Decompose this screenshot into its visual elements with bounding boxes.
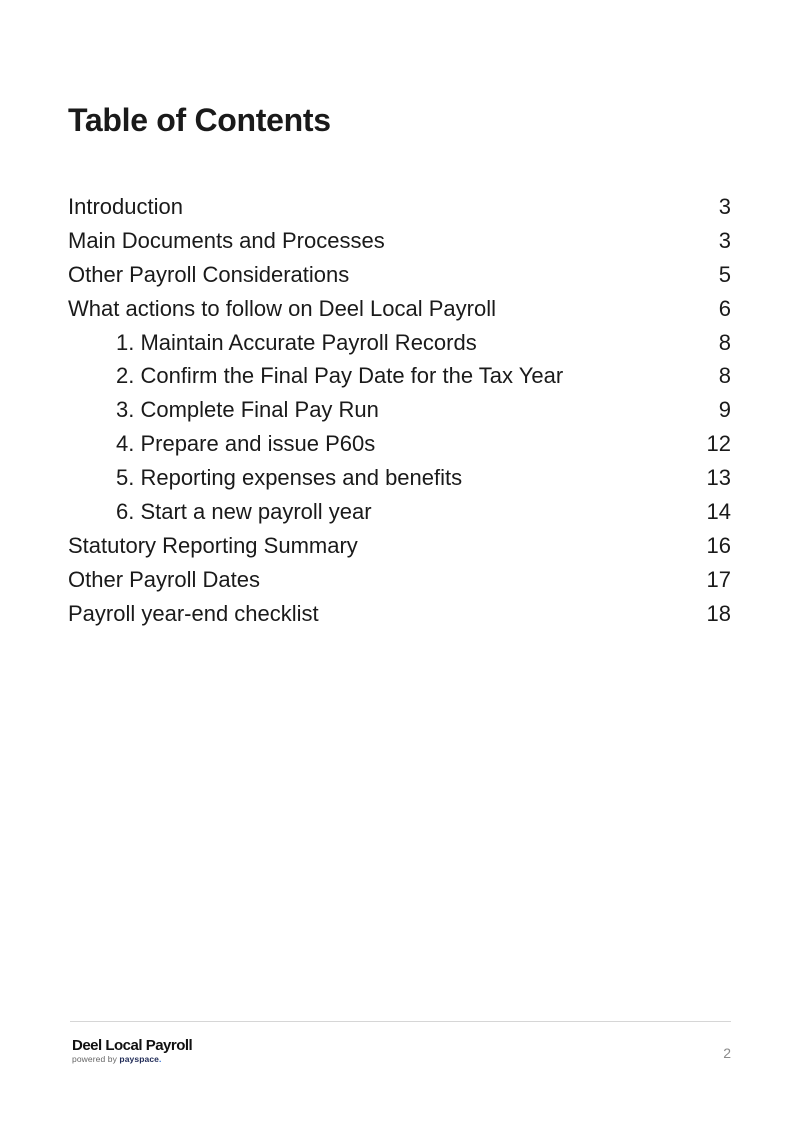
- table-of-contents: [68, 190, 731, 631]
- toc-entry[interactable]: [68, 461, 731, 495]
- toc-entry-page[interactable]: 17: [706, 566, 731, 592]
- toc-entry-label[interactable]: 1. Maintain Accurate Payroll Records: [116, 329, 477, 355]
- toc-entry-label[interactable]: Statutory Reporting Summary: [68, 532, 358, 558]
- toc-entry-label[interactable]: Introduction: [68, 194, 183, 219]
- toc-entry[interactable]: [68, 326, 731, 360]
- logo-powered-by: powered by: [72, 1054, 117, 1064]
- toc-entry-page[interactable]: 9: [718, 397, 731, 423]
- toc-entry[interactable]: [68, 597, 731, 631]
- deel-local-payroll-logo: [72, 1038, 192, 1064]
- logo-title: Deel Local Payroll: [72, 1037, 193, 1054]
- toc-entry[interactable]: [68, 427, 731, 461]
- footer-divider: [70, 1021, 731, 1022]
- toc-entry[interactable]: [68, 529, 731, 563]
- toc-entry-label[interactable]: 2. Confirm the Final Pay Date for the Tax Year: [116, 363, 564, 389]
- toc-entry[interactable]: [68, 224, 731, 258]
- toc-entry-page[interactable]: 14: [706, 499, 731, 525]
- toc-entry[interactable]: [68, 563, 731, 597]
- page-title: Table of Contents: [68, 102, 331, 138]
- page-number: 2: [723, 1045, 731, 1061]
- toc-entry-page[interactable]: 3: [718, 194, 731, 219]
- toc-entry[interactable]: [68, 495, 731, 529]
- toc-entry[interactable]: [68, 258, 731, 292]
- toc-entry-page[interactable]: 16: [706, 532, 731, 558]
- toc-entry[interactable]: [68, 292, 731, 326]
- toc-entry-label[interactable]: Other Payroll Considerations: [68, 261, 350, 287]
- toc-entry[interactable]: [68, 393, 731, 427]
- toc-entry-page[interactable]: 6: [718, 295, 731, 321]
- logo-tagline: [72, 1055, 192, 1064]
- toc-entry-page[interactable]: 13: [706, 465, 731, 491]
- logo-payspace-dot: .: [158, 1054, 162, 1064]
- toc-entry-label[interactable]: 5. Reporting expenses and benefits: [116, 465, 463, 491]
- toc-entry[interactable]: [68, 359, 731, 393]
- toc-entry-page[interactable]: 3: [718, 227, 731, 253]
- toc-entry-label[interactable]: Payroll year-end checklist: [68, 600, 319, 626]
- toc-entry-label[interactable]: 6. Start a new payroll year: [116, 499, 372, 525]
- toc-entry-label[interactable]: What actions to follow on Deel Local Payroll: [68, 295, 496, 321]
- toc-entry-label[interactable]: Main Documents and Processes: [68, 227, 385, 253]
- toc-entry-label[interactable]: 4. Prepare and issue P60s: [116, 431, 376, 457]
- toc-entry[interactable]: [68, 190, 731, 224]
- logo-payspace: payspace: [119, 1054, 159, 1064]
- toc-entry-label[interactable]: 3. Complete Final Pay Run: [116, 397, 379, 423]
- toc-entry-label[interactable]: Other Payroll Dates: [68, 566, 260, 592]
- toc-entry-page[interactable]: 12: [706, 431, 731, 457]
- toc-entry-page[interactable]: 5: [718, 261, 731, 287]
- toc-entry-page[interactable]: 18: [706, 600, 731, 626]
- toc-entry-page[interactable]: 8: [718, 329, 731, 355]
- toc-entry-page[interactable]: 8: [718, 363, 731, 389]
